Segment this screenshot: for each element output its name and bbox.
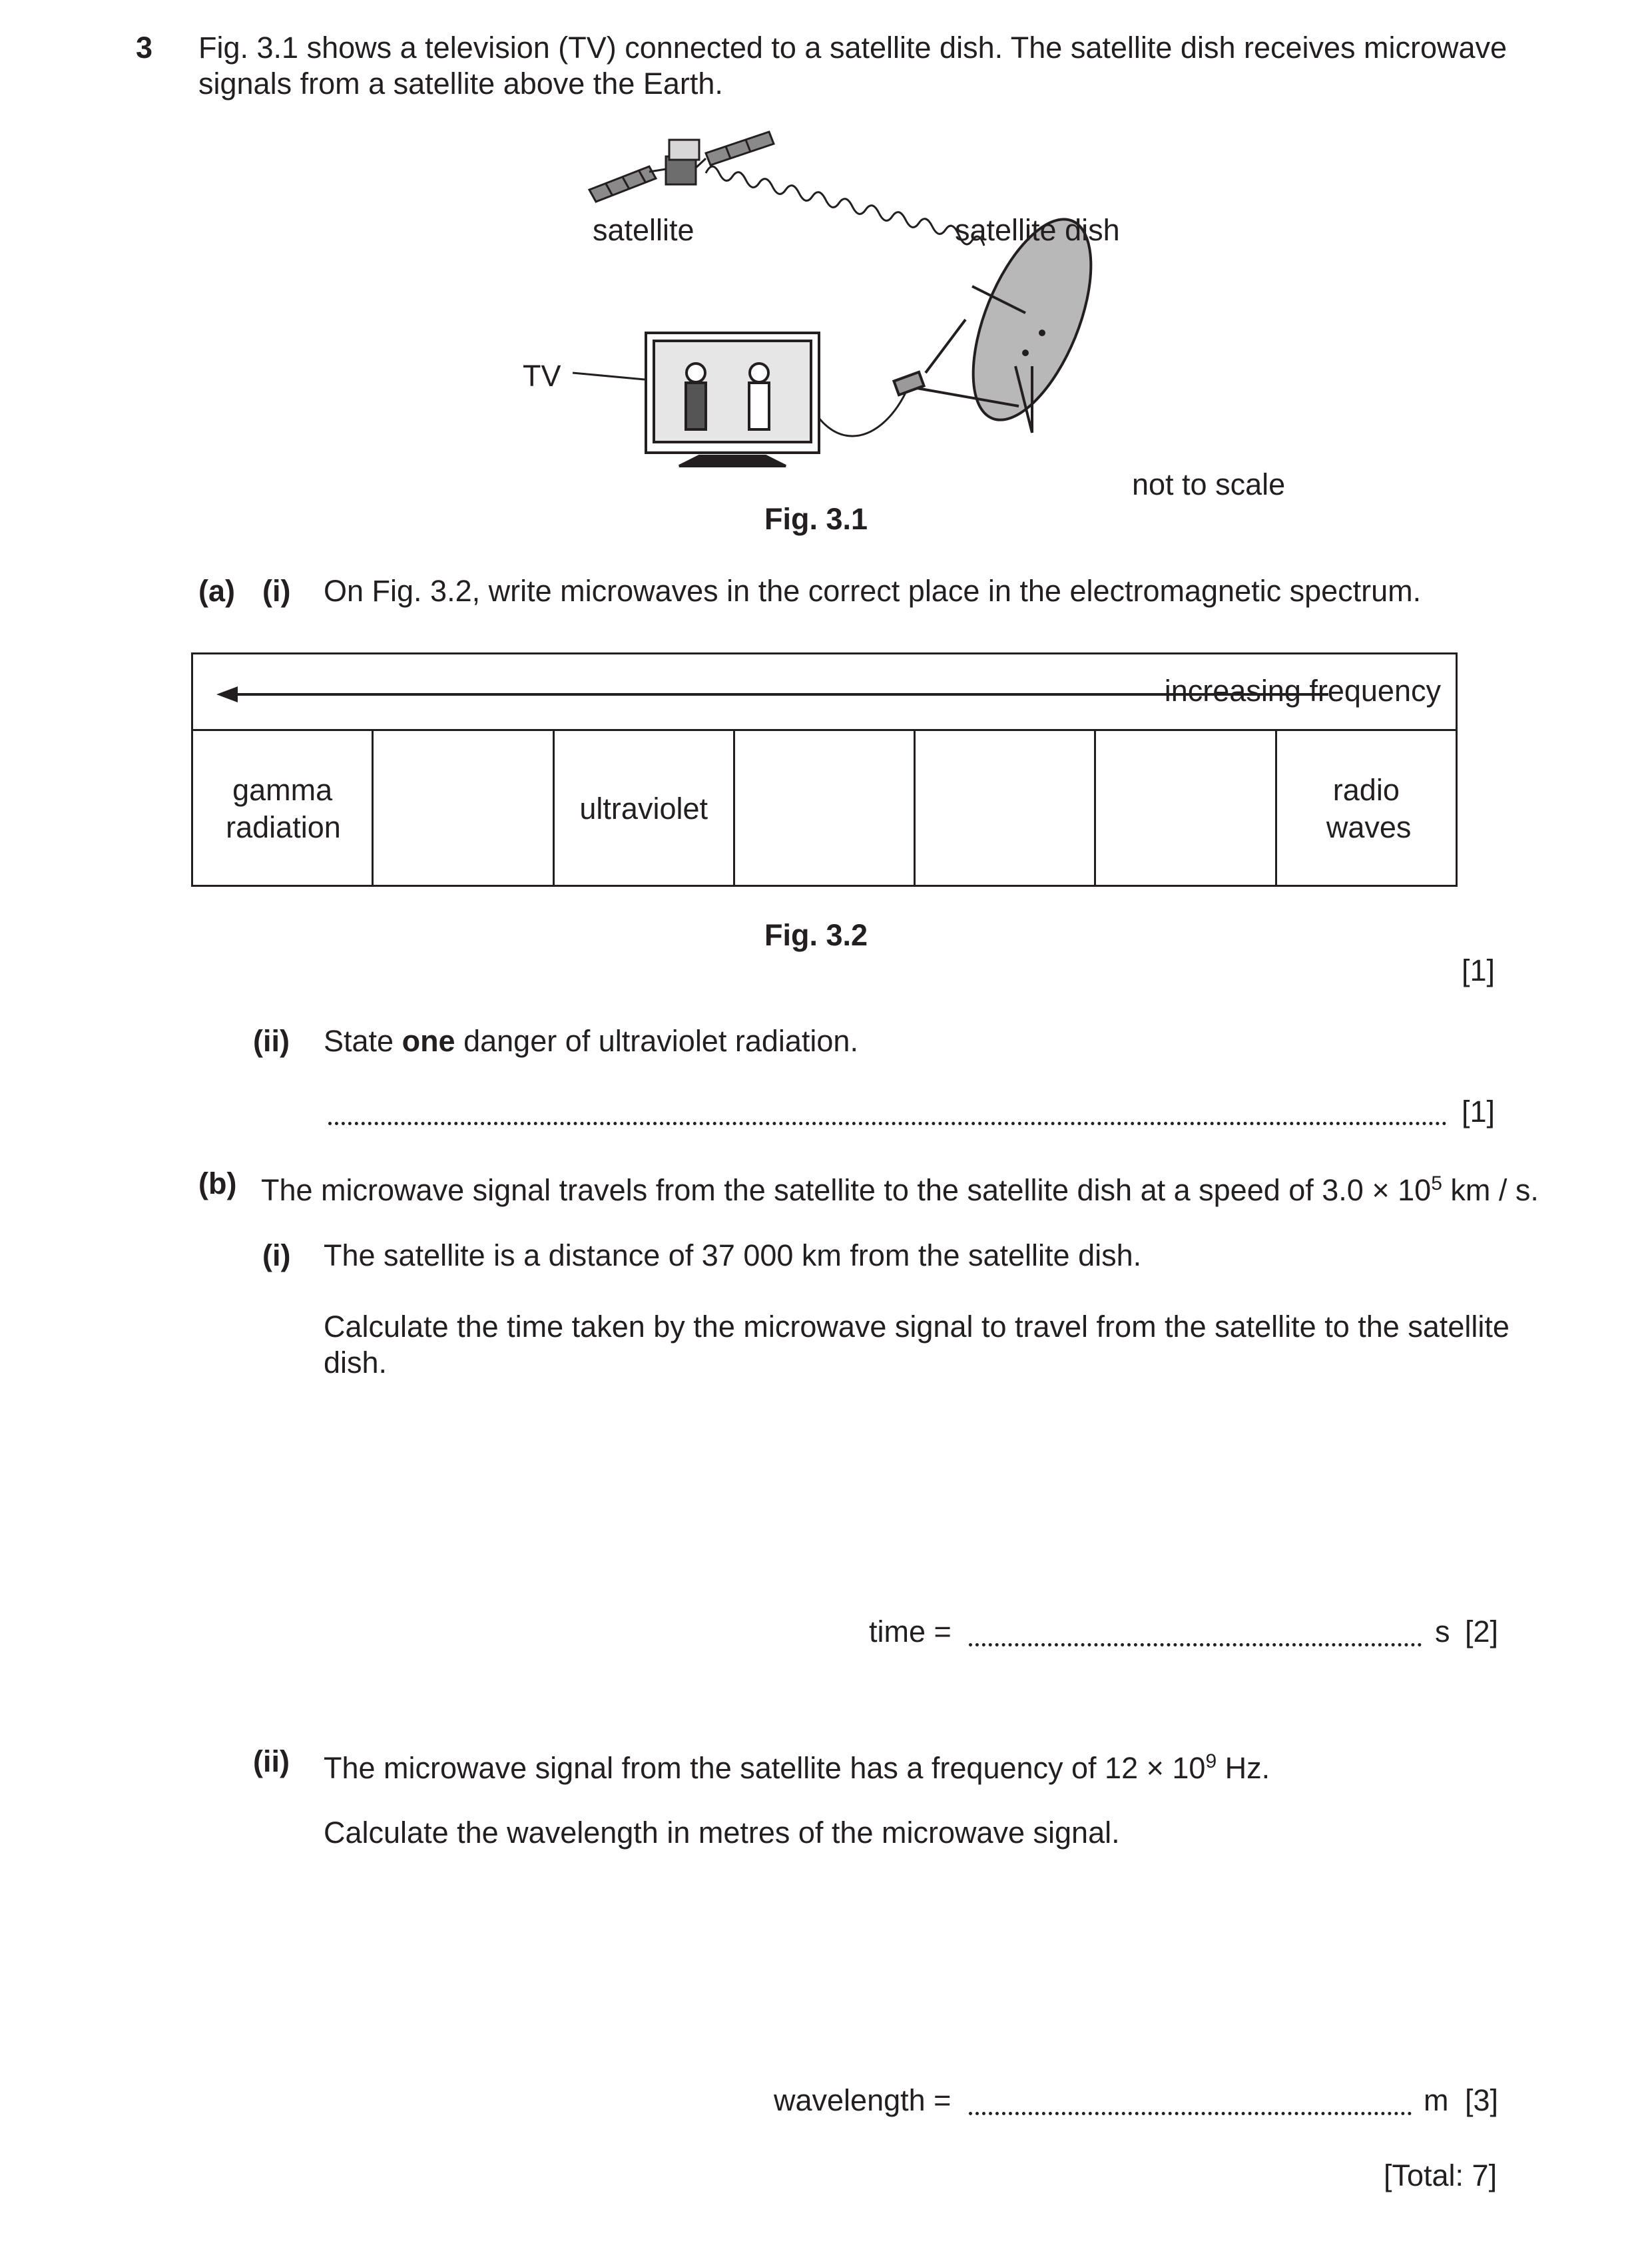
part-a-ii-answer-line[interactable] [328, 1122, 1447, 1125]
spectrum-cell-radio: radio waves [1326, 773, 1412, 844]
fig32-caption: Fig. 3.2 [764, 918, 868, 952]
fig31-label-tv: TV [523, 359, 561, 393]
spectrum-cell-ultraviolet: ultraviolet [555, 731, 735, 887]
time-unit: s [1435, 1615, 1450, 1648]
total-marks: [Total: 7] [1384, 2158, 1498, 2192]
wavelength-answer-line[interactable] [969, 2112, 1412, 2115]
part-a-ii-marks: [1] [1462, 1095, 1496, 1128]
tv-icon [646, 333, 819, 466]
fig31-illustration [506, 126, 1172, 473]
part-a-i-label: (i) [262, 574, 291, 608]
part-a-i-text: On Fig. 3.2, write microwaves in the correct place in the electromagnetic spectrum. [324, 574, 1422, 608]
fig31-label-satellite-dish: satellite dish [955, 213, 1120, 247]
part-a-label: (a) [198, 574, 235, 608]
part-a-ii-text: State one danger of ultraviolet radiation. [324, 1024, 858, 1058]
satellite-icon [589, 132, 774, 202]
wavelength-unit: m [1424, 2083, 1449, 2117]
part-a-ii-label: (ii) [253, 1024, 290, 1058]
question-intro-line1: Fig. 3.1 shows a television (TV) connected to a satellite dish. The satellite dish receives microwave [198, 31, 1508, 65]
question-intro-line2: signals from a satellite above the Earth. [198, 67, 723, 101]
question-number: 3 [136, 31, 153, 65]
part-b-ii-calc: Calculate the wavelength in metres of the microwave signal. [324, 1816, 1120, 1850]
part-b-i-calc-line2: dish. [324, 1346, 388, 1379]
spectrum-cell-gamma: gamma radiation [193, 731, 374, 887]
part-b-i-label: (i) [262, 1238, 291, 1272]
part-b-intro: The microwave signal travels from the satellite to the satellite dish at a speed of $3.0 \times 10^5$ km / s. [261, 1172, 1539, 1207]
wavelength-label: wavelength = [774, 2083, 952, 2117]
part-b-ii-text: The microwave signal from the satellite has a frequency of $12 \times 10^9$ Hz. [324, 1750, 1270, 1785]
spectrum-cells [193, 731, 1456, 887]
time-marks: [2] [1465, 1615, 1499, 1648]
fig31-not-to-scale: not to scale [1132, 467, 1286, 501]
fig32-marks: [1] [1462, 953, 1496, 987]
em-spectrum-table [191, 652, 1458, 887]
spectrum-cell-blank-1[interactable] [374, 731, 554, 887]
time-answer-line[interactable] [969, 1643, 1422, 1646]
part-b-ii-label: (ii) [253, 1744, 290, 1778]
part-b-label: (b) [198, 1166, 237, 1200]
increasing-frequency-label: increasing frequency [1164, 674, 1441, 708]
spectrum-cell-blank-3[interactable] [735, 731, 916, 887]
frequency-arrow-row [193, 654, 1456, 731]
wavelength-marks: [3] [1465, 2083, 1499, 2117]
time-label: time = [869, 1615, 952, 1648]
part-b-i-text: The satellite is a distance of 37 000 km from the satellite dish. [324, 1238, 1142, 1272]
spectrum-cell-blank-5[interactable] [1096, 731, 1276, 887]
microwave-signal-icon [706, 166, 984, 246]
fig31-label-satellite: satellite [593, 213, 694, 247]
spectrum-cell-blank-4[interactable] [916, 731, 1096, 887]
fig31-caption: Fig. 3.1 [764, 502, 868, 536]
part-b-i-calc-line1: Calculate the time taken by the microwave signal to travel from the satellite to the satellite [324, 1310, 1510, 1344]
